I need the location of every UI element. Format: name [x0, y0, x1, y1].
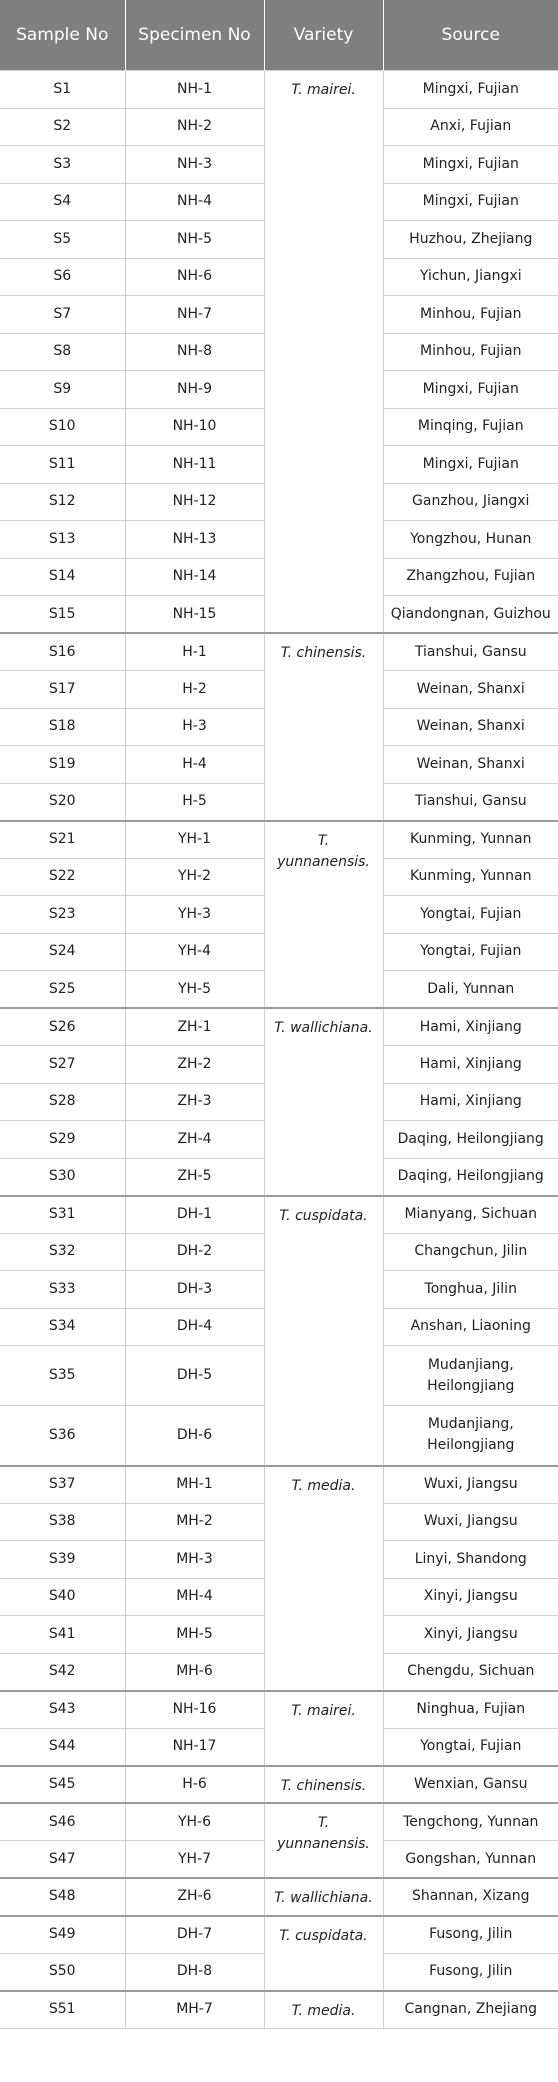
cell-source: Daqing, Heilongjiang: [383, 1158, 558, 1196]
cell-source: Weinan, Shanxi: [383, 746, 558, 784]
table-row: [0, 1991, 558, 2029]
cell-specimen-no: YH-4: [125, 933, 264, 971]
table-header: [0, 0, 558, 71]
cell-specimen-no: DH-3: [125, 1271, 264, 1309]
cell-sample-no: S35: [0, 1346, 125, 1406]
cell-sample-no: S46: [0, 1803, 125, 1841]
header-sample-no: Sample No: [0, 0, 125, 71]
cell-variety: T. wallichiana.: [264, 1878, 383, 1916]
cell-specimen-no: NH-6: [125, 258, 264, 296]
cell-source: Weinan, Shanxi: [383, 671, 558, 709]
cell-source: Mudanjiang, Heilongjiang: [383, 1406, 558, 1466]
cell-sample-no: S1: [0, 71, 125, 109]
cell-variety: T. cuspidata.: [264, 1196, 383, 1466]
table-row: [0, 71, 558, 109]
cell-sample-no: S14: [0, 558, 125, 596]
cell-source: Cangnan, Zhejiang: [383, 1991, 558, 2029]
cell-specimen-no: NH-3: [125, 146, 264, 184]
cell-specimen-no: YH-2: [125, 858, 264, 896]
cell-source: Minhou, Fujian: [383, 296, 558, 334]
cell-source: Huzhou, Zhejiang: [383, 221, 558, 259]
cell-source: Wuxi, Jiangsu: [383, 1503, 558, 1541]
cell-sample-no: S27: [0, 1046, 125, 1084]
cell-specimen-no: NH-4: [125, 183, 264, 221]
cell-variety: T. media.: [264, 1466, 383, 1691]
cell-source: Tianshui, Gansu: [383, 633, 558, 671]
cell-sample-no: S48: [0, 1878, 125, 1916]
cell-sample-no: S3: [0, 146, 125, 184]
cell-specimen-no: NH-11: [125, 446, 264, 484]
cell-source: Mingxi, Fujian: [383, 146, 558, 184]
cell-specimen-no: MH-7: [125, 1991, 264, 2029]
table-row: [0, 1691, 558, 1729]
cell-source: Changchun, Jilin: [383, 1233, 558, 1271]
cell-source: Chengdu, Sichuan: [383, 1653, 558, 1691]
table-row: [0, 1878, 558, 1916]
cell-sample-no: S45: [0, 1766, 125, 1804]
cell-specimen-no: YH-3: [125, 896, 264, 934]
cell-specimen-no: DH-8: [125, 1953, 264, 1991]
cell-source: Xinyi, Jiangsu: [383, 1578, 558, 1616]
cell-specimen-no: NH-12: [125, 483, 264, 521]
cell-specimen-no: MH-6: [125, 1653, 264, 1691]
cell-specimen-no: NH-16: [125, 1691, 264, 1729]
cell-specimen-no: ZH-5: [125, 1158, 264, 1196]
header-row: [0, 0, 558, 71]
cell-source: Tianshui, Gansu: [383, 783, 558, 821]
cell-sample-no: S24: [0, 933, 125, 971]
cell-sample-no: S10: [0, 408, 125, 446]
cell-source: Mingxi, Fujian: [383, 446, 558, 484]
table-row: [0, 633, 558, 671]
cell-sample-no: S2: [0, 108, 125, 146]
cell-sample-no: S15: [0, 596, 125, 634]
cell-specimen-no: DH-6: [125, 1406, 264, 1466]
table-row: [0, 1008, 558, 1046]
cell-source: Dali, Yunnan: [383, 971, 558, 1009]
cell-source: Hami, Xinjiang: [383, 1008, 558, 1046]
table-row: [0, 821, 558, 859]
table-row: [0, 1916, 558, 1954]
cell-specimen-no: DH-5: [125, 1346, 264, 1406]
cell-sample-no: S23: [0, 896, 125, 934]
cell-sample-no: S42: [0, 1653, 125, 1691]
header-specimen-no: Specimen No: [125, 0, 264, 71]
cell-variety: T. yunnanensis.: [264, 821, 383, 1009]
cell-sample-no: S50: [0, 1953, 125, 1991]
cell-source: Yichun, Jiangxi: [383, 258, 558, 296]
cell-specimen-no: MH-5: [125, 1616, 264, 1654]
cell-specimen-no: NH-5: [125, 221, 264, 259]
cell-sample-no: S8: [0, 333, 125, 371]
table-row: [0, 1766, 558, 1804]
cell-sample-no: S11: [0, 446, 125, 484]
cell-variety: T. chinensis.: [264, 633, 383, 821]
cell-specimen-no: MH-3: [125, 1541, 264, 1579]
cell-source: Anxi, Fujian: [383, 108, 558, 146]
cell-source: Yongtai, Fujian: [383, 896, 558, 934]
header-source: Source: [383, 0, 558, 71]
cell-source: Wuxi, Jiangsu: [383, 1466, 558, 1504]
cell-specimen-no: ZH-3: [125, 1083, 264, 1121]
cell-sample-no: S22: [0, 858, 125, 896]
cell-source: Hami, Xinjiang: [383, 1046, 558, 1084]
cell-sample-no: S51: [0, 1991, 125, 2029]
cell-variety: T. media.: [264, 1991, 383, 2029]
cell-source: Kunming, Yunnan: [383, 858, 558, 896]
cell-sample-no: S39: [0, 1541, 125, 1579]
cell-source: Mudanjiang, Heilongjiang: [383, 1346, 558, 1406]
cell-specimen-no: H-2: [125, 671, 264, 709]
cell-specimen-no: ZH-4: [125, 1121, 264, 1159]
cell-source: Ninghua, Fujian: [383, 1691, 558, 1729]
cell-source: Ganzhou, Jiangxi: [383, 483, 558, 521]
table-row: [0, 1196, 558, 1234]
cell-sample-no: S17: [0, 671, 125, 709]
cell-specimen-no: MH-2: [125, 1503, 264, 1541]
cell-variety: T. mairei.: [264, 1691, 383, 1766]
cell-source: Shannan, Xizang: [383, 1878, 558, 1916]
cell-specimen-no: NH-8: [125, 333, 264, 371]
cell-specimen-no: H-6: [125, 1766, 264, 1804]
cell-variety: T. mairei.: [264, 71, 383, 634]
cell-sample-no: S16: [0, 633, 125, 671]
cell-specimen-no: NH-13: [125, 521, 264, 559]
cell-specimen-no: YH-6: [125, 1803, 264, 1841]
cell-sample-no: S28: [0, 1083, 125, 1121]
cell-source: Gongshan, Yunnan: [383, 1841, 558, 1879]
cell-sample-no: S4: [0, 183, 125, 221]
cell-specimen-no: YH-5: [125, 971, 264, 1009]
cell-specimen-no: NH-15: [125, 596, 264, 634]
cell-source: Kunming, Yunnan: [383, 821, 558, 859]
cell-specimen-no: H-4: [125, 746, 264, 784]
cell-source: Mingxi, Fujian: [383, 71, 558, 109]
cell-sample-no: S37: [0, 1466, 125, 1504]
cell-sample-no: S5: [0, 221, 125, 259]
cell-source: Mingxi, Fujian: [383, 371, 558, 409]
cell-sample-no: S34: [0, 1308, 125, 1346]
cell-sample-no: S33: [0, 1271, 125, 1309]
cell-variety: T. yunnanensis.: [264, 1803, 383, 1878]
cell-sample-no: S20: [0, 783, 125, 821]
cell-specimen-no: MH-1: [125, 1466, 264, 1504]
cell-sample-no: S13: [0, 521, 125, 559]
cell-sample-no: S31: [0, 1196, 125, 1234]
cell-source: Zhangzhou, Fujian: [383, 558, 558, 596]
cell-specimen-no: NH-14: [125, 558, 264, 596]
cell-source: Yongtai, Fujian: [383, 1728, 558, 1766]
cell-specimen-no: NH-9: [125, 371, 264, 409]
table-row: [0, 1466, 558, 1504]
cell-sample-no: S43: [0, 1691, 125, 1729]
cell-specimen-no: DH-4: [125, 1308, 264, 1346]
cell-sample-no: S21: [0, 821, 125, 859]
cell-sample-no: S47: [0, 1841, 125, 1879]
cell-source: Fusong, Jilin: [383, 1953, 558, 1991]
cell-sample-no: S49: [0, 1916, 125, 1954]
cell-source: Minhou, Fujian: [383, 333, 558, 371]
cell-source: Wenxian, Gansu: [383, 1766, 558, 1804]
cell-source: Tengchong, Yunnan: [383, 1803, 558, 1841]
cell-specimen-no: NH-10: [125, 408, 264, 446]
cell-specimen-no: DH-1: [125, 1196, 264, 1234]
cell-source: Weinan, Shanxi: [383, 708, 558, 746]
cell-specimen-no: DH-2: [125, 1233, 264, 1271]
header-variety: Variety: [264, 0, 383, 71]
cell-sample-no: S9: [0, 371, 125, 409]
cell-source: Mingxi, Fujian: [383, 183, 558, 221]
cell-source: Anshan, Liaoning: [383, 1308, 558, 1346]
cell-source: Mianyang, Sichuan: [383, 1196, 558, 1234]
table-body: [0, 71, 558, 2029]
cell-sample-no: S29: [0, 1121, 125, 1159]
cell-specimen-no: ZH-2: [125, 1046, 264, 1084]
cell-source: Yongtai, Fujian: [383, 933, 558, 971]
cell-specimen-no: H-3: [125, 708, 264, 746]
cell-specimen-no: H-1: [125, 633, 264, 671]
cell-variety: T. chinensis.: [264, 1766, 383, 1804]
cell-source: Yongzhou, Hunan: [383, 521, 558, 559]
cell-sample-no: S7: [0, 296, 125, 334]
cell-source: Linyi, Shandong: [383, 1541, 558, 1579]
cell-specimen-no: YH-7: [125, 1841, 264, 1879]
cell-sample-no: S44: [0, 1728, 125, 1766]
cell-specimen-no: NH-2: [125, 108, 264, 146]
cell-variety: T. cuspidata.: [264, 1916, 383, 1991]
cell-source: Qiandongnan, Guizhou: [383, 596, 558, 634]
cell-sample-no: S18: [0, 708, 125, 746]
cell-source: Daqing, Heilongjiang: [383, 1121, 558, 1159]
table-row: [0, 1803, 558, 1841]
cell-sample-no: S30: [0, 1158, 125, 1196]
cell-source: Minqing, Fujian: [383, 408, 558, 446]
cell-sample-no: S41: [0, 1616, 125, 1654]
cell-specimen-no: NH-1: [125, 71, 264, 109]
cell-specimen-no: ZH-1: [125, 1008, 264, 1046]
cell-specimen-no: ZH-6: [125, 1878, 264, 1916]
cell-specimen-no: NH-17: [125, 1728, 264, 1766]
cell-sample-no: S12: [0, 483, 125, 521]
cell-sample-no: S36: [0, 1406, 125, 1466]
cell-sample-no: S6: [0, 258, 125, 296]
cell-specimen-no: H-5: [125, 783, 264, 821]
cell-source: Fusong, Jilin: [383, 1916, 558, 1954]
cell-sample-no: S19: [0, 746, 125, 784]
cell-source: Xinyi, Jiangsu: [383, 1616, 558, 1654]
cell-sample-no: S38: [0, 1503, 125, 1541]
cell-sample-no: S25: [0, 971, 125, 1009]
cell-specimen-no: YH-1: [125, 821, 264, 859]
cell-specimen-no: NH-7: [125, 296, 264, 334]
cell-specimen-no: MH-4: [125, 1578, 264, 1616]
cell-source: Hami, Xinjiang: [383, 1083, 558, 1121]
cell-specimen-no: DH-7: [125, 1916, 264, 1954]
cell-sample-no: S26: [0, 1008, 125, 1046]
cell-sample-no: S32: [0, 1233, 125, 1271]
cell-sample-no: S40: [0, 1578, 125, 1616]
cell-source: Tonghua, Jilin: [383, 1271, 558, 1309]
cell-variety: T. wallichiana.: [264, 1008, 383, 1196]
